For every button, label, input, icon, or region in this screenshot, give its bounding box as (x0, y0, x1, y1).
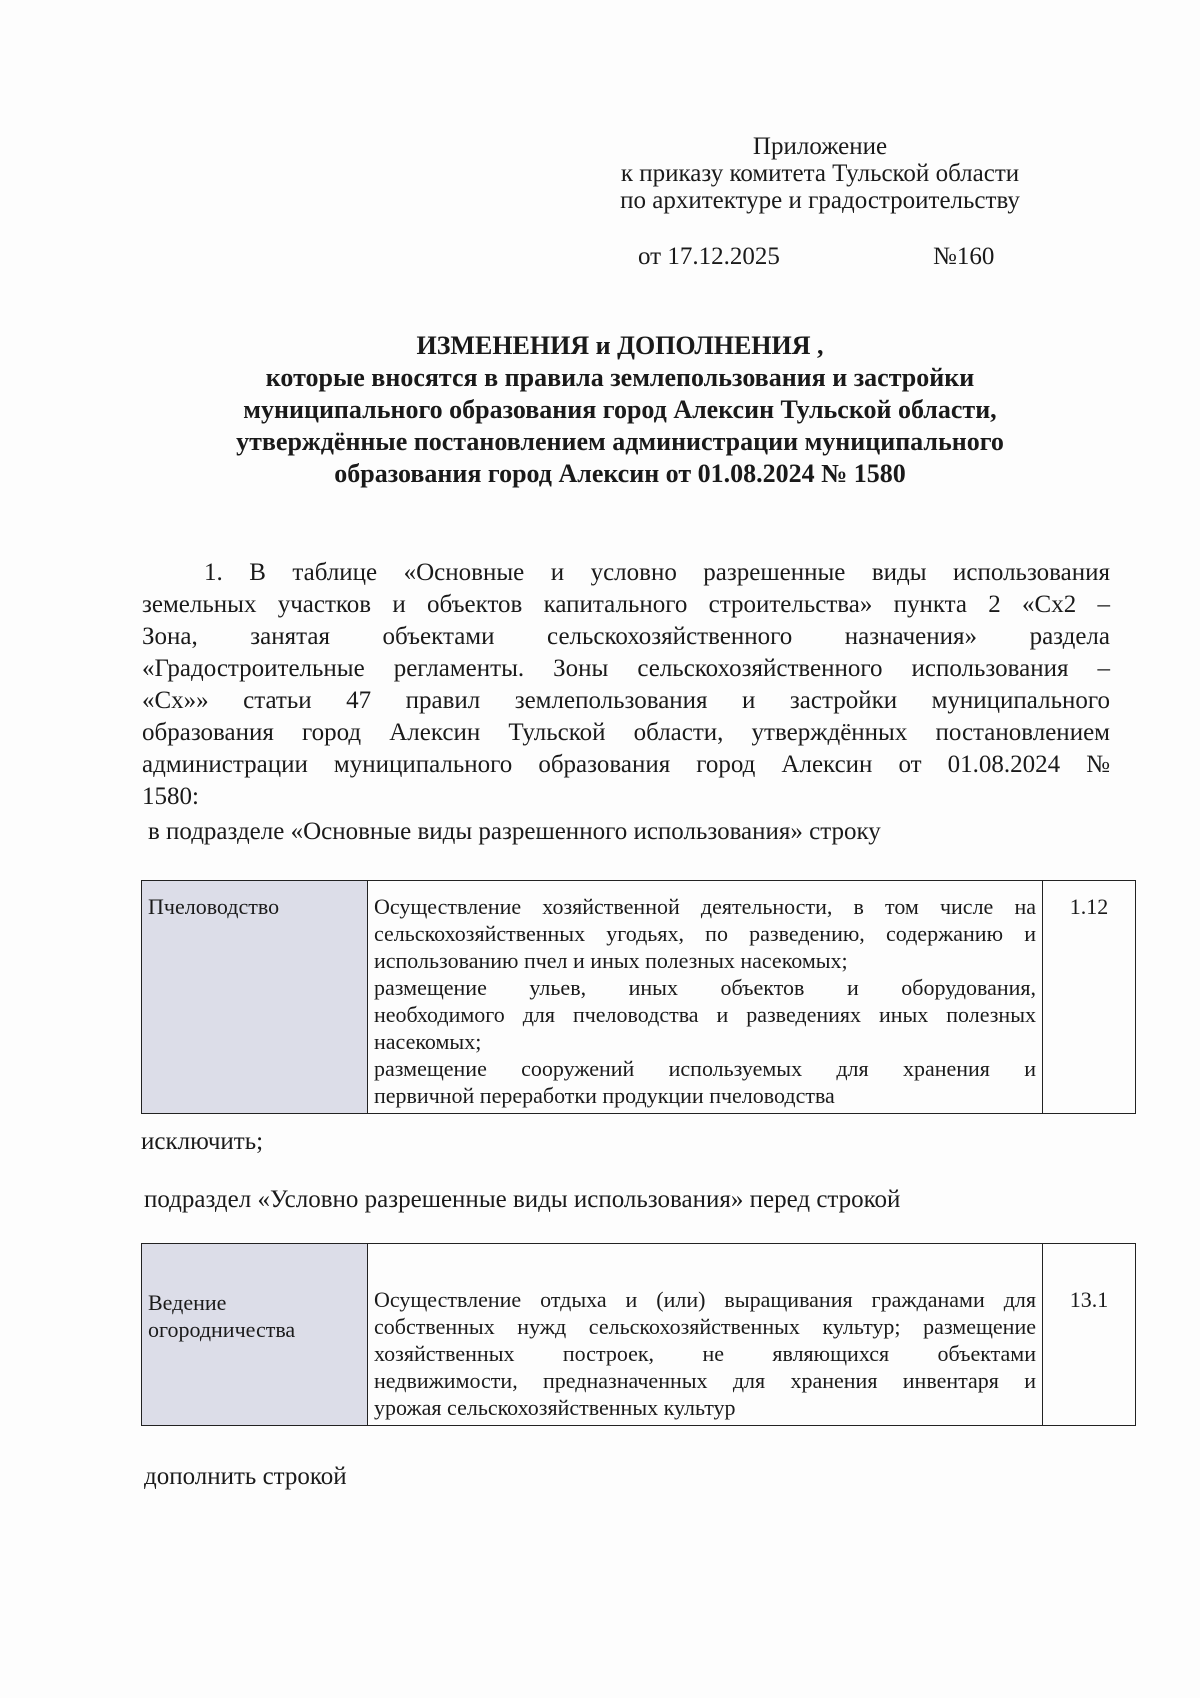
description-line: Осуществление отдыха и (или) выращивания гражданами для (374, 1287, 1036, 1312)
paragraph-1 (142, 557, 1110, 813)
description-line: урожая сельскохозяйственных культур (374, 1395, 736, 1420)
description-line: первичной переработки продукции пчеловодства (374, 1083, 835, 1108)
add-row-text: дополнить строкой (144, 1463, 347, 1490)
table-row (142, 1244, 1136, 1426)
appendix-committee: по архитектуре и градостроительству (620, 187, 1020, 214)
description-line: размещение сооружений используемых для хранения и (374, 1056, 1036, 1081)
appendix-order-ref: к приказу комитета Тульской области (620, 160, 1020, 187)
description-line: недвижимости, предназначенных для хранения инвентаря и (374, 1368, 1036, 1393)
subsection-1-text: в подразделе «Основные виды разрешенного использования» строку (148, 818, 881, 845)
title-line: ИЗМЕНЕНИЯ и ДОПОЛНЕНИЯ , (416, 331, 824, 360)
use-type-name-line: Ведение (148, 1290, 227, 1315)
use-type-name: Пчеловодство (142, 881, 368, 1114)
title-line: которые вносятся в правила землепользования и застройки (265, 363, 975, 392)
description-line: сельскохозяйственных угодьях, по разведению, содержанию и (374, 921, 1036, 946)
paragraph-line: образования город Алексин Тульской области, утверждённых постановлением (142, 719, 1110, 746)
paragraph-line: Зона, занятая объектами сельскохозяйственного назначения» раздела (142, 623, 1110, 650)
paragraph-line: 1580: (142, 783, 199, 810)
description-line: необходимого для пчеловодства и разведениях иных полезных (374, 1002, 1036, 1027)
title-line: образования город Алексин от 01.08.2024 № 1580 (334, 459, 906, 488)
order-date: от 17.12.2025 (638, 243, 780, 270)
description-line: использованию пчел и иных полезных насекомых; (374, 948, 848, 973)
table-row (142, 881, 1136, 1114)
appendix-label: Приложение (752, 133, 888, 160)
exclude-text: исключить; (141, 1128, 264, 1155)
document-title (140, 330, 1100, 490)
use-type-name-line: огородничества (148, 1317, 296, 1342)
description-line: размещение ульев, иных объектов и оборудования, (374, 975, 1036, 1000)
subsection-2-text: подраздел «Условно разрешенные виды использования» перед строкой (144, 1186, 901, 1213)
use-type-description (368, 1244, 1043, 1426)
title-line: муниципального образования город Алексин Тульской области, (243, 395, 997, 424)
paragraph-line: администрации муниципального образования город Алексин от 01.08.2024 № (142, 751, 1110, 778)
table-row-gardening (141, 1243, 1136, 1426)
paragraph-line: «Сх»» статьи 47 правил землепользования и застройки муниципального (142, 687, 1110, 714)
appendix-header (560, 133, 1080, 214)
paragraph-line: земельных участков и объектов капитального строительства» пункта 2 «Сх2 – (142, 591, 1110, 618)
table-row-beekeeping (141, 880, 1136, 1114)
description-line: собственных нужд сельскохозяйственных культур; размещение (374, 1314, 1036, 1339)
paragraph-line: «Градостроительные регламенты. Зоны сельскохозяйственного использования – (142, 655, 1110, 682)
description-line: хозяйственных построек, не являющихся объектами (374, 1341, 1036, 1366)
description-line: насекомых; (374, 1029, 482, 1054)
description-line: Осуществление хозяйственной деятельности, в том числе на (374, 894, 1036, 919)
use-type-code: 13.1 (1043, 1244, 1136, 1426)
paragraph-line: 1. В таблице «Основные и условно разрешенные виды использования (204, 559, 1110, 586)
use-type-code: 1.12 (1043, 881, 1136, 1114)
use-type-description (368, 881, 1043, 1114)
order-number: №160 (933, 243, 995, 270)
use-type-name (142, 1244, 368, 1426)
title-line: утверждённые постановлением администрации муниципального (236, 427, 1004, 456)
